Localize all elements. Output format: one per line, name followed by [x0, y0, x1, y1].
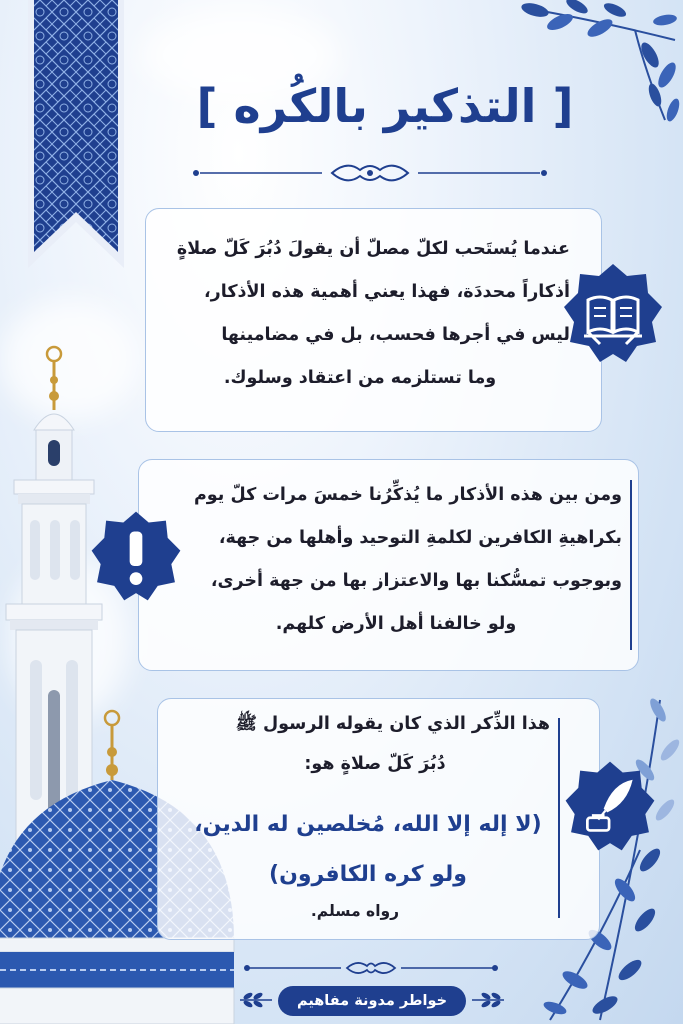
card-1-text — [150, 228, 570, 400]
card-2-text — [170, 474, 622, 646]
text-line: ومن بين هذه الأذكار ما يُذكِّرُنا خمسَ مرات كلّ يوم — [193, 485, 622, 505]
text-line: عندما يُستَحب لكلّ مصلّ أن يقولَ دُبُرَ كَلّ صلاةٍ — [176, 239, 570, 259]
card-3-intro — [200, 704, 550, 784]
hadith-quote — [178, 800, 558, 900]
title-container — [150, 66, 620, 146]
text-line: وبوجوب تمسُّكنا بها والاعتزاز بها من جهة أخرى، — [210, 571, 622, 591]
text-line: هذا الذِّكر الذي كان يقوله الرسول ﷺ — [235, 714, 550, 734]
ribbon-bookmark — [28, 0, 124, 272]
card-3-accent-line — [558, 718, 560, 918]
exclamation-icon — [88, 508, 184, 604]
title-divider — [192, 160, 548, 186]
sprig-left-icon — [238, 990, 274, 1010]
text-line: بكراهيةِ الكافرين لكلمةِ التوحيد وأهلها من جهة، — [218, 528, 622, 548]
hadith-source: رواه مسلم. — [310, 902, 400, 920]
footer-divider — [243, 958, 499, 978]
page-title: [ التذكير بالكُره ] — [196, 79, 574, 133]
sprig-right-icon — [470, 990, 506, 1010]
text-line: دُبُرَ كَلّ صلاةٍ هو: — [304, 754, 446, 774]
text-line: وما تستلزمه من اعتقاد وسلوك. — [223, 368, 497, 388]
card-2-accent-line — [630, 480, 632, 650]
quote-line: ولو كره الكافرون) — [269, 862, 467, 887]
quote-line: (لا إله إلا الله، مُخلصين له الدين، — [194, 812, 542, 837]
open-book-icon — [560, 260, 666, 366]
text-line: ولو خالفنا أهل الأرض كلهم. — [275, 614, 517, 634]
quill-inkwell-icon — [562, 758, 658, 854]
text-line: أذكاراً محددَة، فهذا يعني أهمية هذه الأذكار، — [204, 282, 570, 302]
text-line: ليس في أجرها فحسب، بل في مضامينها — [221, 325, 570, 345]
footer-label: خواطر مدونة مفاهيم — [278, 986, 466, 1016]
